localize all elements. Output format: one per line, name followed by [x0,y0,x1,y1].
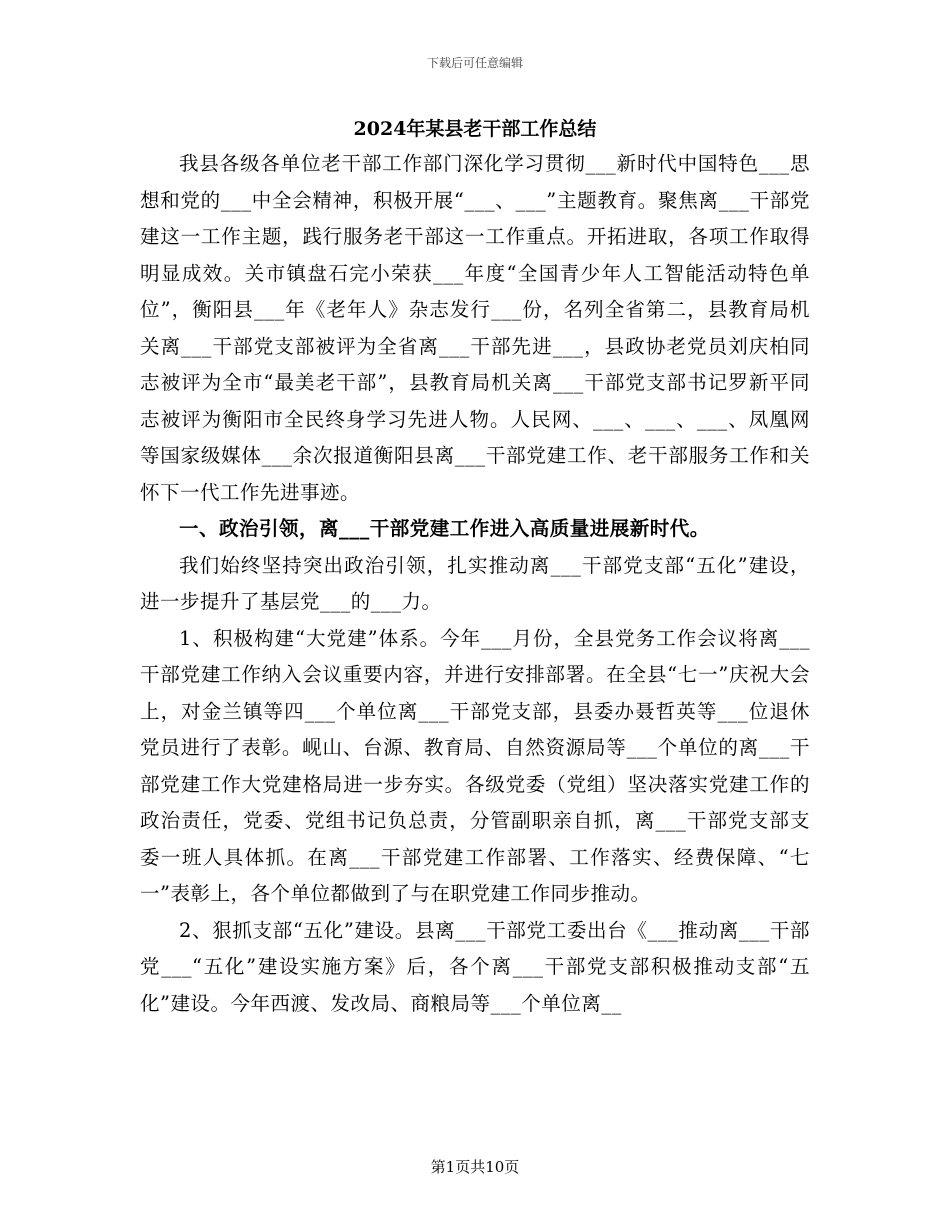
header-note: 下载后可任意编辑 [426,56,523,70]
page-footer: 第1页共10页 [430,1158,520,1176]
document-title: 2024年某县老干部工作总结 [353,118,597,140]
paragraph-item-2: 2、狠抓支部“五化”建设。县离___干部党工委出台《___推动离___干部党___“五化”建设实施方案》后，各个离___干部党支部积极推动支部“五化”建设。今年西渡、发改局、商粮局等___个单位离__ [140,918,810,1015]
document-page [140,112,810,1022]
paragraph-section-1-intro: 我们始终坚持突出政治引领，扎实推动离___干部党支部“五化”建设，进一步提升了基层党___的___力。 [140,553,810,613]
section-heading-1: 一、政治引领，离___干部党建工作进入高质量进展新时代。 [179,517,710,540]
paragraph-item-1: 1、积极构建“大党建”体系。今年___月份，全县党务工作会议将离___干部党建工作纳入会议重要内容，并进行安排部署。在全县“七一”庆祝大会上，对金兰镇等四___个单位离___干部党支部，县委办聂哲英等___位退休党员进行了表彰。岘山、台源、教育局、自然资源局等___个单位的离___干部党建工作大党建格局进一步夯实。各级党委（党组）坚决落实党建工作的政治责任，党委、党组书记负总责，分管副职亲自抓，离___干部党支部支委一班人具体抓。在离___干部党建工作部署、工作落实、经费保障、“七一”表彰上，各个单位都做到了与在职党建工作同步推动。 [140,626,810,905]
paragraph-intro: 我县各级各单位老干部工作部门深化学习贯彻___新时代中国特色___思想和党的___中全会精神，积极开展“___、___”主题教育。聚焦离___干部党建这一工作主题，践行服务老干部这一工作重点。开拓进取，各项工作取得明显成效。关市镇盘石完小荣获___年度“全国青少年人工智能活动特色单位”，衡阳县___年《老年人》杂志发行___份，名列全省第二，县教育局机关离___干部党支部被评为全省离___干部先进___，县政协老党员刘庆柏同志被评为全市“最美老干部”，县教育局机关离___干部党支部书记罗新平同志被评为衡阳市全民终身学习先进人物。人民网、___、___、___、凤凰网等国家级媒体___余次报道衡阳县离___干部党建工作、老干部服务工作和关怀下一代工作先进事迹。 [140,152,810,504]
